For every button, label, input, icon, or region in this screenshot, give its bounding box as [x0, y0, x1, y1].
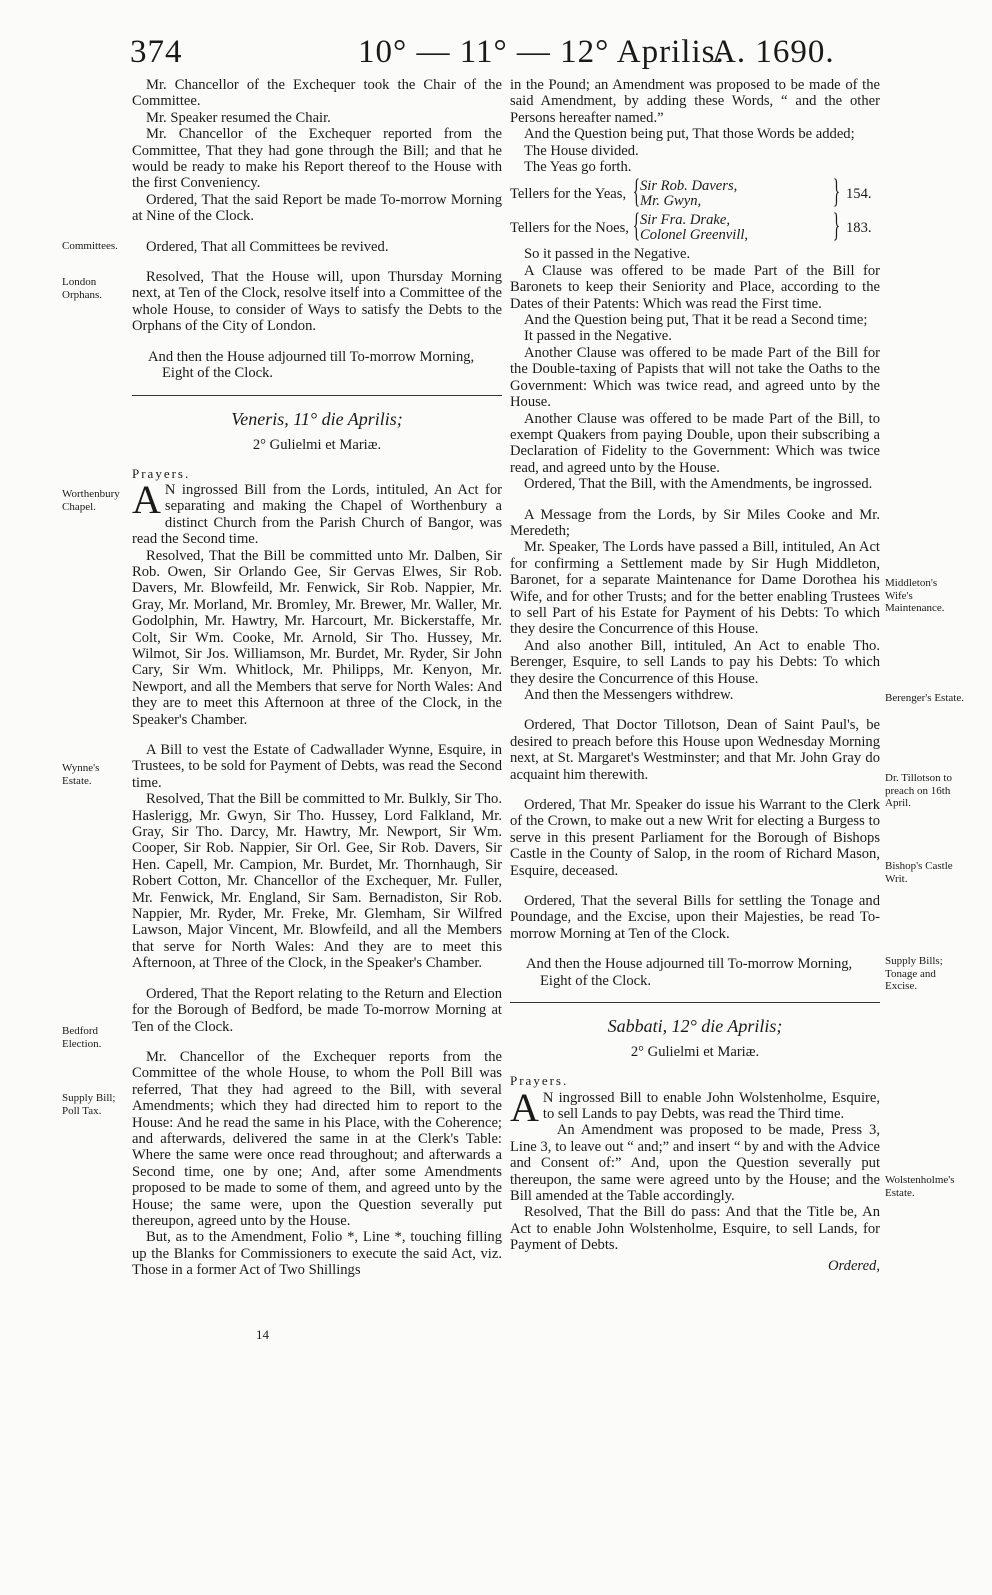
paragraph: And then the Messengers withdrew. [524, 687, 734, 703]
page-number: 374 [130, 34, 183, 70]
margin-note-london-orphans: London Orphans. [62, 276, 103, 301]
margin-note-supply-bills: Supply Bills; Tonage and Excise. [885, 955, 943, 992]
paragraph: But, as to the Amendment, Folio *, Line *, touching filling up the Blanks for Commissioners to execute the said Act, viz. Those in a former Act of Two Shillings [132, 1229, 502, 1279]
prayers-heading: Prayers. [132, 465, 191, 481]
paragraph: Ordered, That all Committees be revived. [146, 238, 389, 255]
paragraph: Mr. Chancellor of the Exchequer reported from the Committee, That they had gone through the Bill; and that he would be ready to make his Report thereof to the House with the first Conveniency. [132, 126, 502, 192]
reign-line: 2° Gulielmi et Mariæ. [252, 436, 382, 453]
page-header [0, 30, 992, 76]
tellers-noes-label: Tellers for the Noes, [510, 220, 629, 237]
margin-note-wynnes-estate: Wynne's Estate. [62, 762, 100, 787]
left-column [132, 77, 502, 1279]
paragraph: Mr. Chancellor of the Exchequer took the Chair of the Committee. [132, 77, 502, 110]
drop-cap: A [132, 476, 161, 522]
paragraph: in the Pound; an Amendment was proposed to be made of the said Amendment, by adding these Words, “ and the other Persons hereafter named.” [510, 77, 880, 126]
paragraph: Mr. Speaker, The Lords have passed a Bill, intituled, An Act for confirming a Settlement made by Sir Hugh Middleton, Baronet, for a separate Maintenance for Dame Dorothea his Wife, and for other Trusts; and for the better enabling Trustees to sell Part of his Estate for Payment of his Debts: To which they desire the Concurrence of this House. [510, 539, 880, 638]
paragraph: Ordered, That the Report relating to the Return and Election for the Borough of Bedford, be made To-morrow Morning at Ten of the Clock. [132, 985, 502, 1035]
adjournment: And then the House adjourned till To-morrow Morning, Eight of the Clock. [526, 956, 853, 989]
paragraph: Ordered, That the said Report be made To-morrow Morning at Nine of the Clock. [132, 191, 502, 225]
adjournment: And then the House adjourned till To-morrow Morning, Eight of the Clock. [148, 348, 475, 382]
paragraph: The House divided. [524, 142, 639, 159]
brace: { [632, 173, 641, 211]
tellers-yeas [510, 173, 880, 211]
paragraph: An Amendment was proposed to be made, Press 3, Line 3, to leave out “ and;” and insert “ by and with the Advice and Consent of:” And, upon the Question severally put thereupon, the same were agreed unto by the House; and the Bill amended at the Table accordingly. [510, 1122, 880, 1204]
margin-note-bishops-castle: Bishop's Castle Writ. [885, 860, 953, 885]
teller-name: Sir Rob. Davers, [640, 178, 738, 195]
paragraph: Mr. Speaker resumed the Chair. [146, 109, 331, 126]
signature-mark: 14 [256, 1327, 269, 1342]
paragraph: Resolved, That the Bill do pass: And that the Title be, An Act to enable John Wolstenholme, Esquire, to sell Lands, for Payment of Debts. [510, 1204, 880, 1254]
tellers-noes-names [640, 213, 830, 243]
catchword: Ordered, [827, 1257, 880, 1274]
paragraph: It passed in the Negative. [524, 328, 672, 345]
paragraph: And the Question being put, That those Words be added; [524, 126, 855, 143]
section-rule [510, 1002, 880, 1003]
paragraph: N ingrossed Bill to enable John Wolstenholme, Esquire, to sell Lands to pay Debts, was read the Third time. [542, 1089, 880, 1122]
paragraph: N ingrossed Bill from the Lords, intituled, An Act for separating and making the Chapel of Worthenbury a distinct Church from the Parish Church of Bangor, was read the Second time. [132, 481, 502, 548]
tellers-noes-count: 183. [846, 220, 872, 237]
margin-note-berenger: Berenger's Estate. [885, 692, 964, 704]
paragraph: And also another Bill, intituled, An Act to enable Tho. Berenger, Esquire, to sell Lands to pay his Debts: To which they desire the Concurrence of this House. [510, 637, 880, 687]
margin-note-middleton: Middleton's Wife's Maintenance. [885, 577, 945, 614]
drop-cap: A [510, 1084, 539, 1130]
brace: } [832, 207, 841, 245]
brace: } [832, 173, 841, 211]
prayers-heading: Prayers. [510, 1073, 569, 1089]
paragraph: And the Question being put, That it be read a Second time; [524, 312, 868, 329]
margin-note-supply-poll-tax: Supply Bill; Poll Tax. [62, 1092, 116, 1117]
brace: { [632, 207, 641, 245]
margin-note-wolstenholme: Wolstenholme's Estate. [885, 1174, 955, 1199]
reign-line: 2° Gulielmi et Mariæ. [630, 1044, 760, 1061]
paragraph: A Message from the Lords, by Sir Miles Cooke and Mr. Meredeth; [510, 506, 880, 539]
day-heading: Sabbati, 12° die Aprilis; [607, 1016, 783, 1037]
tellers-noes [510, 207, 880, 245]
right-column [510, 77, 880, 1274]
tellers-yeas-label: Tellers for the Yeas, [510, 186, 627, 203]
paragraph: Resolved, That the House will, upon Thursday Morning next, at Ten of the Clock, resolve itself into a Committee of the whole House, to consider of Ways to satisfy the Debts to the Orphans of the City of London. [132, 269, 502, 335]
margin-note-committees: Committees. [62, 240, 118, 252]
paragraph: Ordered, That Mr. Speaker do issue his Warrant to the Clerk of the Crown, to make out a new Writ for electing a Burgess to serve in this present Parliament for the Borough of Bishops Castle in the County of Salop, in the room of Richard Mason, Esquire, deceased. [510, 797, 880, 879]
paragraph: A Bill to vest the Estate of Cadwallader Wynne, Esquire, in Trustees, to be sold for Payment of Debts, was read the Second time. [132, 742, 502, 791]
paragraph: The Yeas go forth. [524, 159, 632, 176]
tellers-yeas-names [640, 179, 830, 209]
paragraph: Ordered, That the Bill, with the Amendments, be ingrossed. [524, 476, 873, 493]
margin-note-tillotson: Dr. Tillotson to preach on 16th April. [885, 772, 952, 809]
paragraph: So it passed in the Negative. [524, 246, 691, 263]
paragraph: A Clause was offered to be made Part of the Bill for Baronets to keep their Seniority and Place, according to the Dates of their Patents: Which was read the First time. [510, 262, 880, 312]
header-dates: 10° — 11° — 12° Aprilis. [358, 34, 725, 70]
margin-note-worthenbury-chapel: Worthenbury Chapel. [62, 488, 120, 513]
paragraph: Another Clause was offered to be made Part of the Bill, to exempt Quakers from paying Double, upon their subscribing a Declaration of Fidelity to the Government: Which was twice read, and agreed unto by the House. [510, 410, 880, 476]
margin-note-bedford-election: Bedford Election. [62, 1025, 102, 1050]
header-year: A. 1690. [712, 34, 835, 70]
paragraph: Resolved, That the Bill be committed unto Mr. Dalben, Sir Rob. Owen, Sir Orlando Gee, Sir Gervas Elwes, Sir Rob. Davers, Mr. Blowfeild, Mr. Fenwick, Sir Rob. Nappier, Mr. Gray, Mr. Morland, Mr. Bromley, Mr. Brewer, Mr. Waller, Mr. Godolphin, Mr. Hawtry, Mr. Harcourt, Mr. Bickerstaffe, Mr. Colt, Sir Wm. Cooke, Mr. Arnold, Sir Tho. Hussey, Mr. Wilmot, Sir Jos. Williamson, Mr. Burdet, Mr. Ryder, Sir John Cary, Sir Wm. Whitlock, Mr. Philipps, Mr. Kenyon, Mr. Newport, and all the Members that serve for North Wales: And they are to meet this Afternoon at three of the Clock, in the Speaker's Chamber. [132, 547, 502, 728]
paragraph: Resolved, That the Bill be committed to Mr. Bulkly, Sir Tho. Haslerigg, Mr. Gwyn, Sir Tho. Hussey, Lord Falkland, Mr. Gray, Sir Tho. Darcy, Mr. Hawtry, Mr. Newport, Sir Wm. Cooper, Sir Rob. Nappier, Sir Orl. Gee, Sir Rob. Davers, Sir Hen. Capell, Mr. Campion, Mr. Burdet, Mr. Thornhaugh, Sir Robert Cotton, Mr. Chancellor of the Exchequer, Mr. Fuller, Mr. Fenwick, Mr. England, Sir Sam. Bernadiston, Sir Rob. Nappier, Mr. Ryder, Mr. Freke, Mr. Glemham, Sir Wilfred Lawson, Major Vincent, Mr. Blowfeild, and all the Members that serve for North Wales: And they are to meet this Afternoon, at Three of the Clock, in the Speaker's Chamber. [132, 791, 502, 972]
teller-name: Mr. Gwyn, [640, 193, 702, 210]
paragraph: Ordered, That the several Bills for settling the Tonage and Poundage, and the Excise, upon their Majesties, be read To-morrow Morning at Ten of the Clock. [510, 893, 880, 942]
tellers-yeas-count: 154. [846, 186, 872, 203]
paragraph: Another Clause was offered to be made Part of the Bill for the Double-taxing of Papists that will not take the Oaths to the Government: Which was twice read, and agreed unto by the House. [510, 344, 880, 411]
teller-name: Colonel Greenvill, [640, 227, 749, 244]
section-rule [132, 395, 502, 396]
paragraph: Mr. Chancellor of the Exchequer reports from the Committee of the whole House, to whom the Poll Bill was referred, That they had agreed to the Bill, with several Amendments; which they had directed him to report to the House: And he read the same in his Place, with the Coherence; and afterwards, delivered the same in at the Clerk's Table: Where the same were once read throughout; and afterwards a Second time, one by one; And, after some Amendments proposed to be made to some of them, and agreed unto by the House; the same were, upon the Question severally put thereupon, agreed unto by the House. [132, 1048, 502, 1229]
paragraph: Ordered, That Doctor Tillotson, Dean of Saint Paul's, be desired to preach before this House upon Wednesday Morning next, at St. Margaret's Westminster; and that Mr. John Gray do acquaint him therewith. [510, 717, 880, 783]
teller-name: Sir Fra. Drake, [640, 212, 730, 229]
day-heading: Veneris, 11° die Aprilis; [231, 408, 403, 429]
